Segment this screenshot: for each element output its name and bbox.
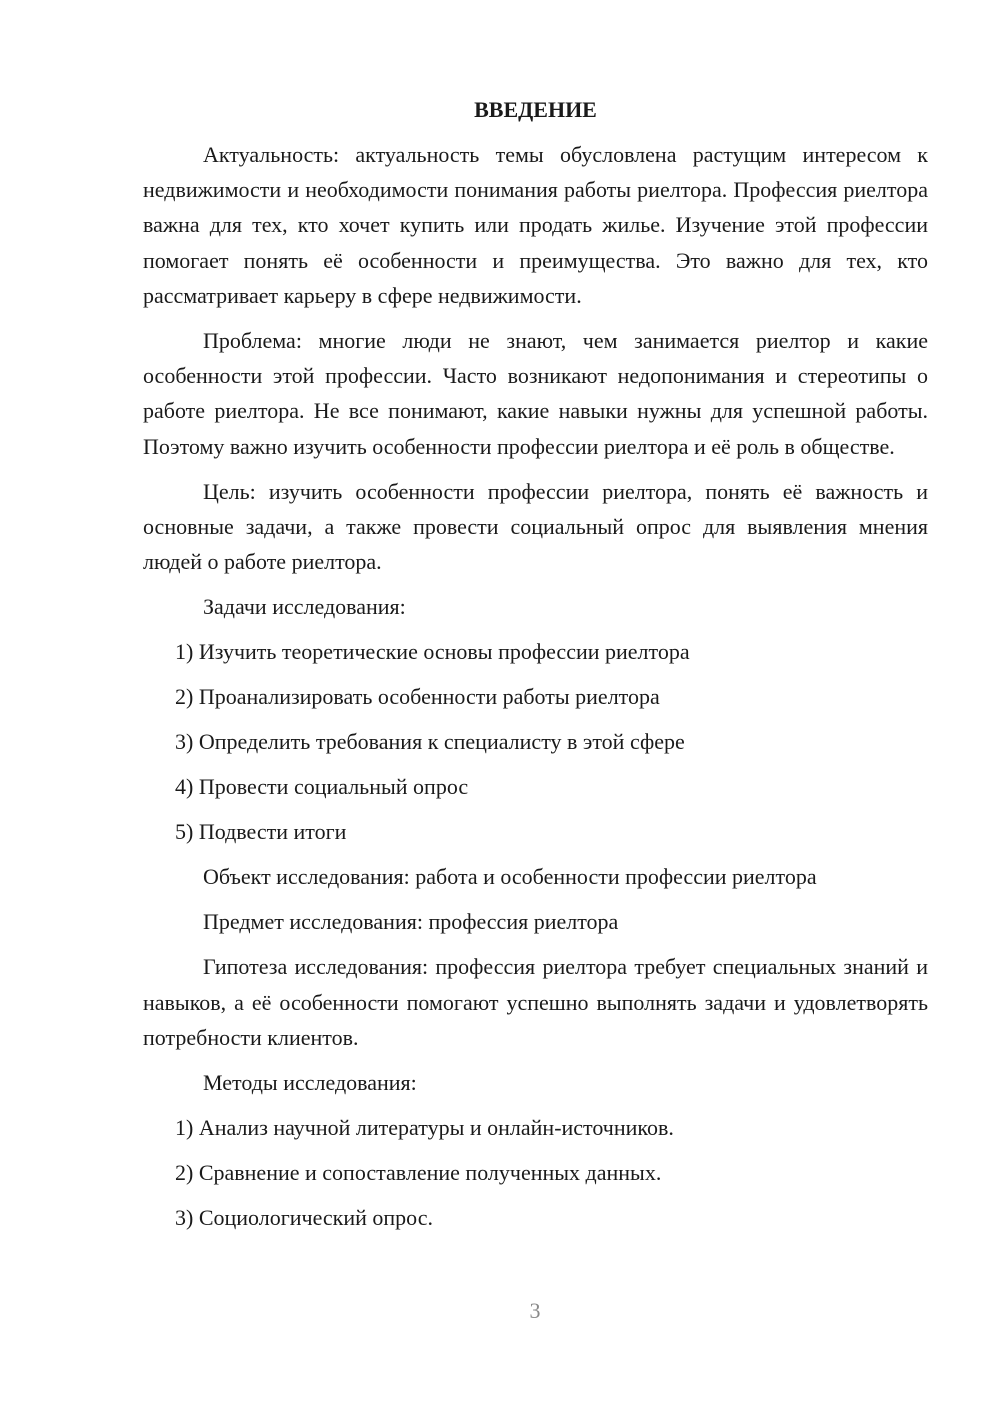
object-paragraph: Объект исследования: работа и особенности профессии риелтора	[203, 864, 817, 890]
task-item: 4) Провести социальный опрос	[175, 774, 469, 800]
method-item: 1) Анализ научной литературы и онлайн-источников.	[175, 1115, 674, 1141]
section-title: ВВЕДЕНИЕ	[474, 97, 597, 122]
methods-list	[143, 1110, 928, 1235]
page-content	[143, 95, 928, 1245]
method-item: 3) Социологический опрос.	[175, 1205, 433, 1231]
task-item: 1) Изучить теоретические основы профессии риелтора	[175, 639, 690, 665]
page-number: 3	[529, 1298, 541, 1323]
subject-paragraph: Предмет исследования: профессия риелтора	[203, 909, 619, 935]
hypothesis-paragraph: Гипотеза исследования: профессия риелтора требует специальных знаний и навыков, а её особенности помогают успешно выполнять задачи и удовлетворять потребности клиентов.	[143, 954, 928, 1050]
goal-paragraph: Цель: изучить особенности профессии риелтора, понять её важность и основные задачи, а также провести социальный опрос для выявления мнения людей о работе риелтора.	[143, 478, 928, 575]
task-item: 2) Проанализировать особенности работы риелтора	[175, 684, 660, 710]
method-item: 2) Сравнение и сопоставление полученных данных.	[175, 1160, 662, 1186]
task-item: 5) Подвести итоги	[175, 819, 347, 845]
problem-paragraph: Проблема: многие люди не знают, чем занимается риелтор и какие особенности этой профессии. Часто возникают недопонимания и стереотипы о работе риелтора. Не все понимают, какие навыки нужны для успешной работы. Поэтому важно изучить особенности профессии риелтора и её роль в обществе.	[143, 328, 928, 459]
task-item: 3) Определить требования к специалисту в этой сфере	[175, 729, 685, 755]
relevance-paragraph: Актуальность: актуальность темы обусловлена растущим интересом к недвижимости и необходимости понимания работы риелтора. Профессия риелтора важна для тех, кто хочет купить или продать жилье. Изучение этой профессии помогает понять её особенности и преимущества. Это важно для тех, кто рассматривает карьеру в сфере недвижимости.	[143, 142, 928, 308]
tasks-heading: Задачи исследования:	[203, 594, 406, 620]
methods-heading: Методы исследования:	[203, 1070, 417, 1096]
tasks-list	[143, 634, 928, 849]
